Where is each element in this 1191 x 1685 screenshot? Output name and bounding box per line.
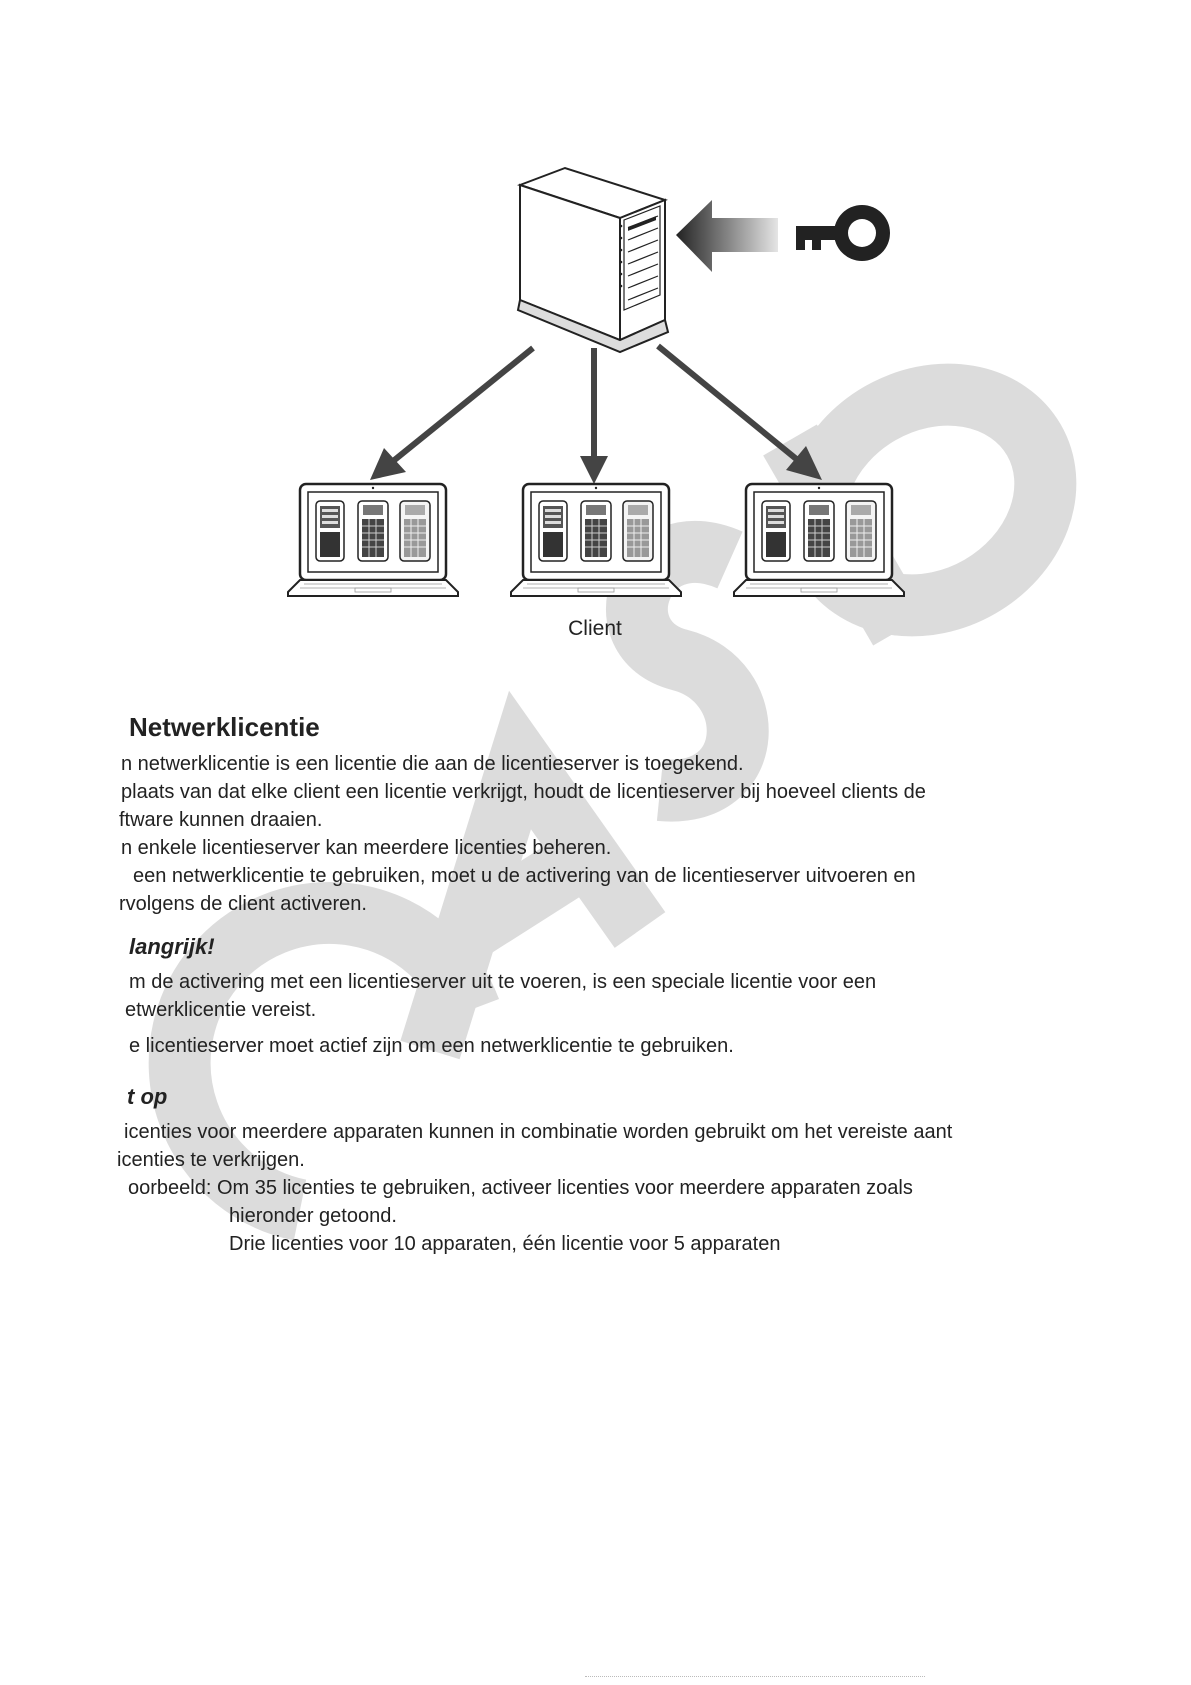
distribution-arrows: [370, 346, 822, 484]
section-line: een netwerklicentie te gebruiken, moet u de activering van de licentieserver uitvoeren en: [133, 865, 916, 887]
important-line: m de activering met een licentieserver uit te voeren, is een speciale licentie voor een: [129, 971, 877, 993]
note-line: oorbeeld: Om 35 licenties te gebruiken, activeer licenties voor meerdere apparaten zoals: [128, 1177, 913, 1199]
laptop-icon: [511, 484, 681, 596]
section-title: Netwerklicentie: [129, 712, 320, 742]
key-icon: [796, 205, 890, 261]
important-title: langrijk!: [129, 934, 215, 959]
laptop-icon: [734, 484, 904, 596]
important-line: etwerklicentie vereist.: [125, 999, 317, 1021]
note-line: icenties voor meerdere apparaten kunnen in combinatie worden gebruikt om het vereiste aant: [124, 1121, 953, 1143]
client-label: Client: [568, 617, 622, 640]
note-line: icenties te verkrijgen.: [117, 1149, 305, 1171]
network-license-diagram: [0, 0, 1191, 660]
note-title: t op: [127, 1084, 168, 1109]
section-line: n netwerklicentie is een licentie die aan de licentieserver is toegekend.: [121, 753, 744, 775]
note-line: hieronder getoond.: [229, 1205, 397, 1227]
note-line: Drie licenties voor 10 apparaten, één licentie voor 5 apparaten: [229, 1233, 781, 1255]
section-line: n enkele licentieserver kan meerdere licenties beheren.: [121, 837, 612, 859]
server-tower-icon: [518, 168, 668, 352]
laptop-icon: [288, 484, 458, 596]
footer-divider: [585, 1676, 925, 1679]
section-line: plaats van dat elke client een licentie verkrijgt, houdt de licentieserver bij hoeveel clients de: [121, 781, 926, 803]
important-line: e licentieserver moet actief zijn om een netwerklicentie te gebruiken.: [129, 1035, 734, 1057]
key-arrow: [676, 200, 778, 272]
section-line: rvolgens de client activeren.: [119, 893, 367, 915]
section-line: ftware kunnen draaien.: [119, 809, 323, 831]
